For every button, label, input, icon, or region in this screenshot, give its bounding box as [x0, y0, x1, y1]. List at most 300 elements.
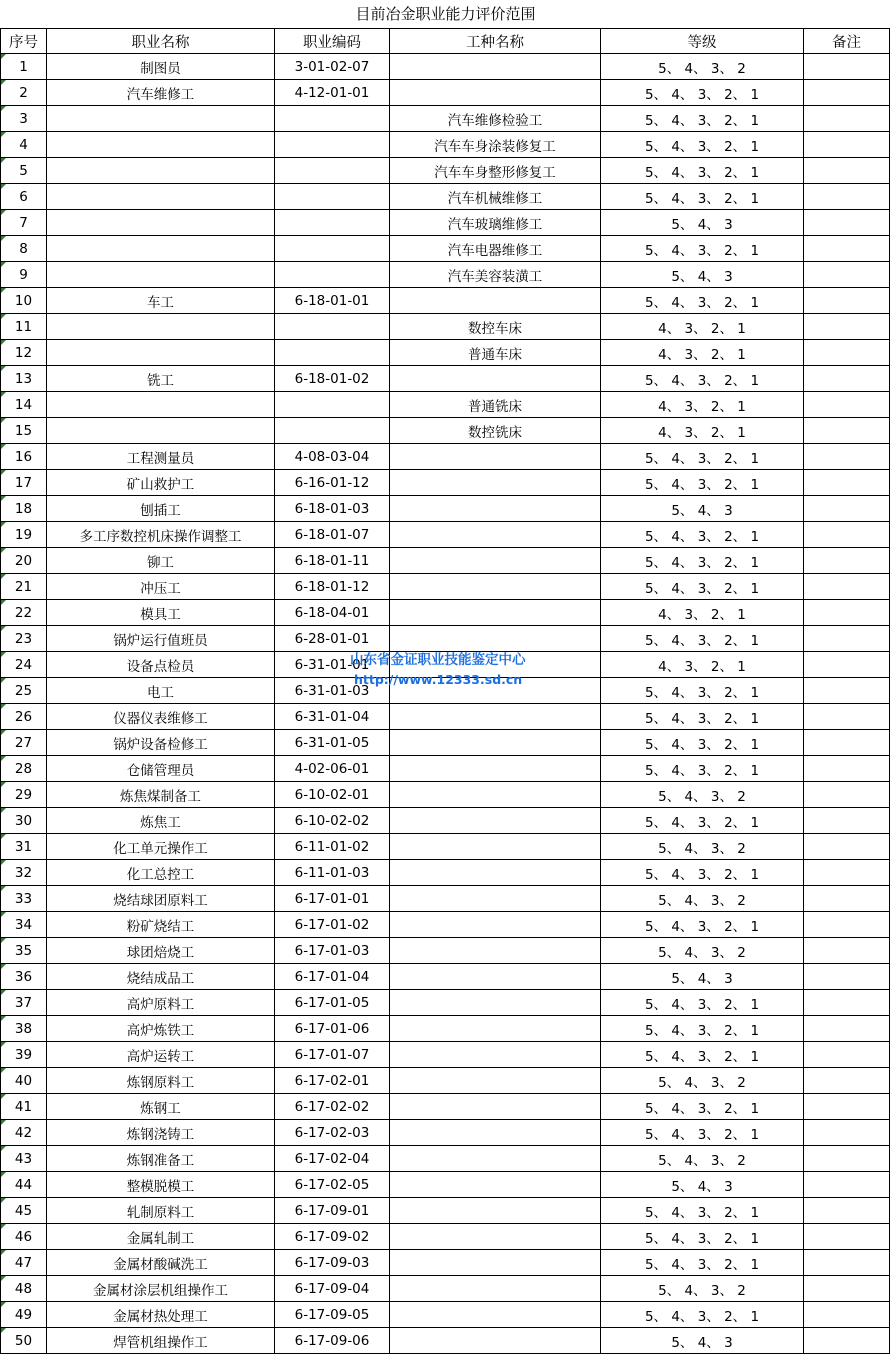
cell-occupation[interactable]: 金属材酸碱洗工	[47, 1250, 275, 1276]
cell-occupation[interactable]: 设备点检员	[47, 652, 275, 678]
cell-no[interactable]: 9	[1, 262, 47, 288]
cell-code[interactable]: 6-18-04-01	[275, 600, 390, 626]
cell-trade[interactable]	[390, 522, 601, 548]
cell-trade[interactable]	[390, 1224, 601, 1250]
cell-no[interactable]: 36	[1, 964, 47, 990]
cell-levels[interactable]: 5、 4、 3、 2、 1	[601, 106, 804, 132]
cell-occupation[interactable]: 粉矿烧结工	[47, 912, 275, 938]
cell-levels[interactable]: 5、 4、 3、 2、 1	[601, 912, 804, 938]
cell-no[interactable]: 30	[1, 808, 47, 834]
cell-code[interactable]: 6-17-01-04	[275, 964, 390, 990]
cell-occupation[interactable]: 炼焦工	[47, 808, 275, 834]
cell-note[interactable]	[804, 1302, 890, 1328]
cell-trade[interactable]	[390, 444, 601, 470]
cell-trade[interactable]: 汽车美容装潢工	[390, 262, 601, 288]
cell-occupation[interactable]: 炼焦煤制备工	[47, 782, 275, 808]
cell-occupation[interactable]: 高炉运转工	[47, 1042, 275, 1068]
cell-no[interactable]: 24	[1, 652, 47, 678]
cell-note[interactable]	[804, 392, 890, 418]
cell-trade[interactable]	[390, 288, 601, 314]
cell-trade[interactable]	[390, 990, 601, 1016]
cell-code[interactable]: 6-16-01-12	[275, 470, 390, 496]
cell-code[interactable]	[275, 236, 390, 262]
cell-code[interactable]: 6-18-01-11	[275, 548, 390, 574]
cell-code[interactable]: 6-28-01-01	[275, 626, 390, 652]
cell-code[interactable]: 6-11-01-03	[275, 860, 390, 886]
cell-trade[interactable]	[390, 1328, 601, 1354]
cell-levels[interactable]: 5、 4、 3、 2、 1	[601, 158, 804, 184]
cell-levels[interactable]: 4、 3、 2、 1	[601, 600, 804, 626]
cell-note[interactable]	[804, 1224, 890, 1250]
cell-levels[interactable]: 5、 4、 3、 2、 1	[601, 366, 804, 392]
cell-no[interactable]: 7	[1, 210, 47, 236]
cell-no[interactable]: 42	[1, 1120, 47, 1146]
cell-trade[interactable]: 汽车车身涂装修复工	[390, 132, 601, 158]
cell-no[interactable]: 48	[1, 1276, 47, 1302]
cell-note[interactable]	[804, 1016, 890, 1042]
cell-code[interactable]	[275, 106, 390, 132]
cell-occupation[interactable]: 车工	[47, 288, 275, 314]
cell-note[interactable]	[804, 938, 890, 964]
cell-note[interactable]	[804, 236, 890, 262]
cell-no[interactable]: 41	[1, 1094, 47, 1120]
cell-note[interactable]	[804, 366, 890, 392]
cell-trade[interactable]: 汽车车身整形修复工	[390, 158, 601, 184]
cell-trade[interactable]: 汽车电器维修工	[390, 236, 601, 262]
cell-no[interactable]: 20	[1, 548, 47, 574]
cell-trade[interactable]	[390, 470, 601, 496]
cell-levels[interactable]: 5、 4、 3	[601, 210, 804, 236]
cell-code[interactable]: 6-31-01-05	[275, 730, 390, 756]
cell-occupation[interactable]	[47, 262, 275, 288]
cell-note[interactable]	[804, 314, 890, 340]
header-levels[interactable]: 等级	[601, 29, 804, 54]
cell-no[interactable]: 40	[1, 1068, 47, 1094]
cell-code[interactable]: 4-08-03-04	[275, 444, 390, 470]
header-trade[interactable]: 工种名称	[390, 29, 601, 54]
cell-trade[interactable]	[390, 782, 601, 808]
cell-note[interactable]	[804, 1042, 890, 1068]
cell-trade[interactable]	[390, 1120, 601, 1146]
cell-occupation[interactable]: 炼钢工	[47, 1094, 275, 1120]
cell-occupation[interactable]: 电工	[47, 678, 275, 704]
cell-levels[interactable]: 4、 3、 2、 1	[601, 314, 804, 340]
cell-occupation[interactable]: 仪器仪表维修工	[47, 704, 275, 730]
cell-code[interactable]: 6-17-01-06	[275, 1016, 390, 1042]
cell-note[interactable]	[804, 1276, 890, 1302]
cell-occupation[interactable]: 烧结球团原料工	[47, 886, 275, 912]
cell-occupation[interactable]	[47, 314, 275, 340]
cell-levels[interactable]: 5、 4、 3、 2	[601, 1146, 804, 1172]
cell-occupation[interactable]: 锅炉设备检修工	[47, 730, 275, 756]
cell-occupation[interactable]	[47, 340, 275, 366]
cell-code[interactable]: 6-17-01-05	[275, 990, 390, 1016]
cell-levels[interactable]: 5、 4、 3、 2、 1	[601, 1120, 804, 1146]
cell-code[interactable]: 6-17-02-04	[275, 1146, 390, 1172]
cell-code[interactable]: 6-18-01-03	[275, 496, 390, 522]
cell-trade[interactable]	[390, 756, 601, 782]
cell-no[interactable]: 47	[1, 1250, 47, 1276]
cell-levels[interactable]: 5、 4、 3、 2	[601, 834, 804, 860]
cell-trade[interactable]	[390, 54, 601, 80]
cell-note[interactable]	[804, 288, 890, 314]
cell-trade[interactable]	[390, 1302, 601, 1328]
cell-occupation[interactable]: 炼钢准备工	[47, 1146, 275, 1172]
cell-levels[interactable]: 4、 3、 2、 1	[601, 392, 804, 418]
cell-no[interactable]: 28	[1, 756, 47, 782]
cell-no[interactable]: 39	[1, 1042, 47, 1068]
cell-levels[interactable]: 5、 4、 3、 2、 1	[601, 444, 804, 470]
cell-levels[interactable]: 5、 4、 3、 2、 1	[601, 470, 804, 496]
cell-trade[interactable]	[390, 886, 601, 912]
cell-code[interactable]	[275, 418, 390, 444]
cell-note[interactable]	[804, 418, 890, 444]
cell-code[interactable]: 6-18-01-12	[275, 574, 390, 600]
cell-levels[interactable]: 5、 4、 3、 2	[601, 886, 804, 912]
cell-code[interactable]: 6-18-01-01	[275, 288, 390, 314]
cell-no[interactable]: 27	[1, 730, 47, 756]
cell-code[interactable]: 6-17-01-02	[275, 912, 390, 938]
cell-levels[interactable]: 5、 4、 3、 2、 1	[601, 990, 804, 1016]
cell-note[interactable]	[804, 522, 890, 548]
cell-note[interactable]	[804, 210, 890, 236]
cell-code[interactable]: 3-01-02-07	[275, 54, 390, 80]
cell-trade[interactable]	[390, 1146, 601, 1172]
cell-note[interactable]	[804, 1250, 890, 1276]
cell-note[interactable]	[804, 184, 890, 210]
cell-occupation[interactable]: 化工单元操作工	[47, 834, 275, 860]
cell-occupation[interactable]: 刨插工	[47, 496, 275, 522]
cell-note[interactable]	[804, 990, 890, 1016]
cell-trade[interactable]	[390, 1042, 601, 1068]
cell-note[interactable]	[804, 678, 890, 704]
cell-code[interactable]	[275, 392, 390, 418]
cell-code[interactable]: 6-18-01-02	[275, 366, 390, 392]
header-code[interactable]: 职业编码	[275, 29, 390, 54]
cell-code[interactable]: 6-18-01-07	[275, 522, 390, 548]
cell-trade[interactable]	[390, 1198, 601, 1224]
cell-note[interactable]	[804, 912, 890, 938]
cell-occupation[interactable]	[47, 158, 275, 184]
cell-note[interactable]	[804, 730, 890, 756]
cell-no[interactable]: 11	[1, 314, 47, 340]
cell-no[interactable]: 16	[1, 444, 47, 470]
cell-code[interactable]: 6-17-09-06	[275, 1328, 390, 1354]
cell-no[interactable]: 12	[1, 340, 47, 366]
cell-levels[interactable]: 5、 4、 3	[601, 1328, 804, 1354]
cell-occupation[interactable]: 工程测量员	[47, 444, 275, 470]
cell-occupation[interactable]: 铣工	[47, 366, 275, 392]
cell-levels[interactable]: 5、 4、 3、 2、 1	[601, 80, 804, 106]
cell-no[interactable]: 43	[1, 1146, 47, 1172]
cell-trade[interactable]	[390, 964, 601, 990]
cell-note[interactable]	[804, 1068, 890, 1094]
cell-occupation[interactable]: 冲压工	[47, 574, 275, 600]
cell-no[interactable]: 10	[1, 288, 47, 314]
cell-code[interactable]	[275, 340, 390, 366]
cell-note[interactable]	[804, 1172, 890, 1198]
cell-levels[interactable]: 5、 4、 3、 2	[601, 938, 804, 964]
cell-note[interactable]	[804, 262, 890, 288]
cell-no[interactable]: 2	[1, 80, 47, 106]
header-note[interactable]: 备注	[804, 29, 890, 54]
cell-trade[interactable]: 数控车床	[390, 314, 601, 340]
cell-code[interactable]	[275, 184, 390, 210]
cell-occupation[interactable]	[47, 184, 275, 210]
cell-occupation[interactable]: 整模脱模工	[47, 1172, 275, 1198]
cell-trade[interactable]	[390, 912, 601, 938]
cell-code[interactable]: 6-17-09-01	[275, 1198, 390, 1224]
cell-code[interactable]: 6-17-09-02	[275, 1224, 390, 1250]
cell-levels[interactable]: 4、 3、 2、 1	[601, 652, 804, 678]
cell-no[interactable]: 14	[1, 392, 47, 418]
cell-occupation[interactable]: 高炉炼铁工	[47, 1016, 275, 1042]
cell-no[interactable]: 31	[1, 834, 47, 860]
cell-occupation[interactable]: 炼钢原料工	[47, 1068, 275, 1094]
cell-no[interactable]: 38	[1, 1016, 47, 1042]
cell-occupation[interactable]: 多工序数控机床操作调整工	[47, 522, 275, 548]
cell-levels[interactable]: 5、 4、 3、 2、 1	[601, 756, 804, 782]
cell-levels[interactable]: 5、 4、 3、 2	[601, 1068, 804, 1094]
cell-trade[interactable]	[390, 574, 601, 600]
cell-occupation[interactable]: 矿山救护工	[47, 470, 275, 496]
cell-trade[interactable]	[390, 938, 601, 964]
cell-trade[interactable]	[390, 1172, 601, 1198]
cell-trade[interactable]	[390, 496, 601, 522]
cell-occupation[interactable]: 制图员	[47, 54, 275, 80]
cell-levels[interactable]: 5、 4、 3、 2、 1	[601, 548, 804, 574]
cell-note[interactable]	[804, 80, 890, 106]
cell-code[interactable]: 6-17-09-04	[275, 1276, 390, 1302]
cell-note[interactable]	[804, 548, 890, 574]
cell-no[interactable]: 32	[1, 860, 47, 886]
cell-occupation[interactable]	[47, 392, 275, 418]
cell-note[interactable]	[804, 444, 890, 470]
cell-occupation[interactable]: 化工总控工	[47, 860, 275, 886]
cell-occupation[interactable]	[47, 132, 275, 158]
cell-levels[interactable]: 5、 4、 3、 2、 1	[601, 1016, 804, 1042]
cell-levels[interactable]: 5、 4、 3、 2、 1	[601, 678, 804, 704]
cell-no[interactable]: 26	[1, 704, 47, 730]
cell-code[interactable]: 6-11-01-02	[275, 834, 390, 860]
cell-occupation[interactable]: 球团焙烧工	[47, 938, 275, 964]
cell-occupation[interactable]: 烧结成品工	[47, 964, 275, 990]
cell-levels[interactable]: 5、 4、 3	[601, 496, 804, 522]
cell-no[interactable]: 50	[1, 1328, 47, 1354]
cell-note[interactable]	[804, 158, 890, 184]
cell-code[interactable]: 6-10-02-01	[275, 782, 390, 808]
cell-trade[interactable]	[390, 366, 601, 392]
cell-code[interactable]	[275, 132, 390, 158]
cell-code[interactable]: 6-31-01-03	[275, 678, 390, 704]
cell-note[interactable]	[804, 496, 890, 522]
cell-levels[interactable]: 5、 4、 3、 2、 1	[601, 1250, 804, 1276]
cell-occupation[interactable]: 仓储管理员	[47, 756, 275, 782]
cell-code[interactable]	[275, 158, 390, 184]
cell-note[interactable]	[804, 600, 890, 626]
cell-trade[interactable]	[390, 80, 601, 106]
cell-no[interactable]: 22	[1, 600, 47, 626]
cell-note[interactable]	[804, 574, 890, 600]
cell-code[interactable]	[275, 210, 390, 236]
cell-note[interactable]	[804, 132, 890, 158]
cell-trade[interactable]	[390, 1094, 601, 1120]
cell-no[interactable]: 29	[1, 782, 47, 808]
cell-code[interactable]: 4-02-06-01	[275, 756, 390, 782]
cell-trade[interactable]: 数控铣床	[390, 418, 601, 444]
cell-no[interactable]: 33	[1, 886, 47, 912]
cell-occupation[interactable]: 锅炉运行值班员	[47, 626, 275, 652]
cell-levels[interactable]: 5、 4、 3、 2、 1	[601, 860, 804, 886]
cell-levels[interactable]: 5、 4、 3、 2、 1	[601, 1198, 804, 1224]
cell-note[interactable]	[804, 704, 890, 730]
cell-levels[interactable]: 5、 4、 3、 2、 1	[601, 1094, 804, 1120]
cell-occupation[interactable]: 炼钢浇铸工	[47, 1120, 275, 1146]
cell-trade[interactable]	[390, 600, 601, 626]
cell-no[interactable]: 1	[1, 54, 47, 80]
cell-levels[interactable]: 5、 4、 3、 2、 1	[601, 730, 804, 756]
cell-trade[interactable]	[390, 626, 601, 652]
cell-no[interactable]: 4	[1, 132, 47, 158]
cell-no[interactable]: 15	[1, 418, 47, 444]
cell-code[interactable]	[275, 262, 390, 288]
cell-note[interactable]	[804, 782, 890, 808]
cell-levels[interactable]: 5、 4、 3	[601, 964, 804, 990]
cell-occupation[interactable]: 汽车维修工	[47, 80, 275, 106]
cell-occupation[interactable]: 金属材涂层机组操作工	[47, 1276, 275, 1302]
cell-note[interactable]	[804, 834, 890, 860]
cell-trade[interactable]	[390, 1250, 601, 1276]
cell-trade[interactable]	[390, 704, 601, 730]
cell-trade[interactable]	[390, 548, 601, 574]
cell-note[interactable]	[804, 54, 890, 80]
cell-occupation[interactable]: 高炉原料工	[47, 990, 275, 1016]
cell-note[interactable]	[804, 1198, 890, 1224]
cell-no[interactable]: 8	[1, 236, 47, 262]
cell-no[interactable]: 13	[1, 366, 47, 392]
cell-levels[interactable]: 5、 4、 3、 2、 1	[601, 1224, 804, 1250]
cell-no[interactable]: 45	[1, 1198, 47, 1224]
cell-note[interactable]	[804, 964, 890, 990]
cell-no[interactable]: 5	[1, 158, 47, 184]
cell-occupation[interactable]: 模具工	[47, 600, 275, 626]
cell-levels[interactable]: 5、 4、 3、 2、 1	[601, 1042, 804, 1068]
cell-note[interactable]	[804, 1094, 890, 1120]
cell-levels[interactable]: 5、 4、 3、 2、 1	[601, 1302, 804, 1328]
cell-levels[interactable]: 5、 4、 3、 2、 1	[601, 184, 804, 210]
cell-levels[interactable]: 5、 4、 3	[601, 1172, 804, 1198]
cell-trade[interactable]	[390, 808, 601, 834]
cell-levels[interactable]: 5、 4、 3、 2、 1	[601, 522, 804, 548]
cell-levels[interactable]: 5、 4、 3、 2、 1	[601, 236, 804, 262]
cell-code[interactable]: 6-17-02-02	[275, 1094, 390, 1120]
cell-no[interactable]: 6	[1, 184, 47, 210]
cell-trade[interactable]: 普通铣床	[390, 392, 601, 418]
header-no[interactable]: 序号	[1, 29, 47, 54]
cell-code[interactable]: 6-17-02-01	[275, 1068, 390, 1094]
cell-trade[interactable]	[390, 1276, 601, 1302]
cell-levels[interactable]: 5、 4、 3、 2	[601, 54, 804, 80]
cell-occupation[interactable]	[47, 236, 275, 262]
cell-code[interactable]: 6-10-02-02	[275, 808, 390, 834]
cell-levels[interactable]: 5、 4、 3、 2	[601, 1276, 804, 1302]
cell-code[interactable]: 6-17-01-07	[275, 1042, 390, 1068]
cell-note[interactable]	[804, 860, 890, 886]
cell-occupation[interactable]: 金属材热处理工	[47, 1302, 275, 1328]
cell-no[interactable]: 49	[1, 1302, 47, 1328]
header-occupation[interactable]: 职业名称	[47, 29, 275, 54]
cell-levels[interactable]: 5、 4、 3、 2、 1	[601, 288, 804, 314]
cell-no[interactable]: 35	[1, 938, 47, 964]
cell-trade[interactable]: 汽车机械维修工	[390, 184, 601, 210]
cell-trade[interactable]	[390, 652, 601, 678]
cell-trade[interactable]	[390, 860, 601, 886]
cell-trade[interactable]: 汽车维修检验工	[390, 106, 601, 132]
cell-levels[interactable]: 5、 4、 3、 2、 1	[601, 808, 804, 834]
cell-trade[interactable]: 汽车玻璃维修工	[390, 210, 601, 236]
cell-no[interactable]: 18	[1, 496, 47, 522]
cell-code[interactable]: 6-31-01-04	[275, 704, 390, 730]
cell-trade[interactable]	[390, 730, 601, 756]
cell-note[interactable]	[804, 808, 890, 834]
cell-note[interactable]	[804, 756, 890, 782]
cell-levels[interactable]: 5、 4、 3、 2、 1	[601, 704, 804, 730]
cell-trade[interactable]	[390, 1016, 601, 1042]
cell-trade[interactable]: 普通车床	[390, 340, 601, 366]
cell-occupation[interactable]	[47, 106, 275, 132]
cell-levels[interactable]: 5、 4、 3	[601, 262, 804, 288]
cell-occupation[interactable]: 铆工	[47, 548, 275, 574]
cell-note[interactable]	[804, 1146, 890, 1172]
cell-code[interactable]: 6-17-01-01	[275, 886, 390, 912]
cell-no[interactable]: 23	[1, 626, 47, 652]
cell-no[interactable]: 44	[1, 1172, 47, 1198]
cell-no[interactable]: 25	[1, 678, 47, 704]
cell-levels[interactable]: 5、 4、 3、 2、 1	[601, 574, 804, 600]
cell-code[interactable]: 6-31-01-01	[275, 652, 390, 678]
cell-trade[interactable]	[390, 678, 601, 704]
cell-levels[interactable]: 5、 4、 3、 2、 1	[601, 132, 804, 158]
cell-no[interactable]: 46	[1, 1224, 47, 1250]
cell-code[interactable]: 6-17-02-05	[275, 1172, 390, 1198]
cell-occupation[interactable]: 金属轧制工	[47, 1224, 275, 1250]
cell-occupation[interactable]	[47, 418, 275, 444]
cell-code[interactable]: 6-17-09-03	[275, 1250, 390, 1276]
cell-trade[interactable]	[390, 834, 601, 860]
cell-code[interactable]: 4-12-01-01	[275, 80, 390, 106]
cell-levels[interactable]: 5、 4、 3、 2	[601, 782, 804, 808]
cell-note[interactable]	[804, 886, 890, 912]
cell-no[interactable]: 17	[1, 470, 47, 496]
cell-note[interactable]	[804, 1328, 890, 1354]
cell-no[interactable]: 37	[1, 990, 47, 1016]
cell-note[interactable]	[804, 470, 890, 496]
cell-note[interactable]	[804, 652, 890, 678]
cell-levels[interactable]: 5、 4、 3、 2、 1	[601, 626, 804, 652]
cell-code[interactable]: 6-17-01-03	[275, 938, 390, 964]
cell-occupation[interactable]: 轧制原料工	[47, 1198, 275, 1224]
cell-code[interactable]: 6-17-09-05	[275, 1302, 390, 1328]
cell-levels[interactable]: 4、 3、 2、 1	[601, 418, 804, 444]
cell-code[interactable]: 6-17-02-03	[275, 1120, 390, 1146]
cell-note[interactable]	[804, 106, 890, 132]
cell-no[interactable]: 34	[1, 912, 47, 938]
cell-levels[interactable]: 4、 3、 2、 1	[601, 340, 804, 366]
cell-no[interactable]: 3	[1, 106, 47, 132]
cell-note[interactable]	[804, 340, 890, 366]
cell-note[interactable]	[804, 1120, 890, 1146]
cell-code[interactable]	[275, 314, 390, 340]
